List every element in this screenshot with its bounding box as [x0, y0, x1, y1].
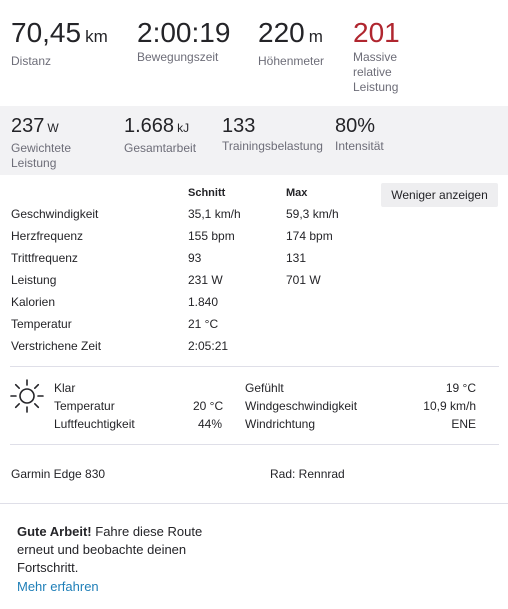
weather-wind-speed-value: 10,9 km/h — [423, 399, 476, 413]
promo-text: Fahre diese Route erneut und beobachte deinen Fortschritt. — [17, 524, 203, 575]
weather-wind-dir-label: Windrichtung — [245, 417, 316, 431]
row-max: 131 — [286, 251, 307, 265]
weather-panel — [0, 374, 508, 440]
table-row — [0, 251, 400, 273]
weather-temp-label: Temperatur — [54, 399, 115, 413]
power-stats-band — [0, 106, 508, 175]
stat-total-work — [124, 114, 196, 156]
row-avg: 231 W — [188, 273, 223, 287]
weather-feels-value: 19 °C — [445, 381, 476, 395]
weather-wind-dir-value: ENE — [451, 417, 476, 431]
divider — [10, 444, 499, 445]
weather-condition: Klar — [54, 381, 76, 395]
table-row — [0, 229, 400, 251]
weather-wind-speed-label: Windgeschwindigkeit — [245, 399, 358, 413]
stat-distance-value: 70,45 km — [11, 17, 108, 48]
row-avg: 35,1 km/h — [188, 207, 241, 221]
sun-icon — [10, 379, 44, 413]
stat-moving-time — [137, 18, 230, 65]
route-promo — [17, 523, 227, 596]
stat-intensity-value: 80% — [335, 115, 376, 137]
stat-relative-effort-label: Massive relative Leistung — [353, 50, 399, 94]
table-row — [0, 339, 400, 361]
stat-intensity-label: Intensität — [335, 139, 384, 153]
stat-training-load-value: 133 — [222, 115, 256, 137]
table-row — [0, 273, 400, 295]
weather-humidity-value: 44% — [198, 417, 223, 431]
stat-elevation-value: 220 m — [258, 17, 323, 48]
row-label: Trittfrequenz — [11, 251, 78, 265]
column-header-max: Max — [286, 187, 308, 199]
show-less-button[interactable]: Weniger anzeigen — [381, 183, 498, 207]
weather-humidity-label: Luftfeuchtigkeit — [54, 417, 135, 431]
stat-weighted-power-unit: W — [47, 121, 59, 135]
row-avg: 1.840 — [188, 295, 219, 309]
table-row — [0, 295, 400, 317]
stat-distance-label: Distanz — [11, 54, 52, 68]
divider — [10, 366, 499, 367]
row-max: 701 W — [286, 273, 321, 287]
row-avg: 21 °C — [188, 317, 219, 331]
row-max: 59,3 km/h — [286, 207, 339, 221]
row-max: 174 bpm — [286, 229, 333, 243]
summary-stats — [0, 0, 508, 106]
row-avg: 93 — [188, 251, 202, 265]
promo-strong: Gute Arbeit! — [17, 524, 92, 539]
row-label: Geschwindigkeit — [11, 207, 99, 221]
stat-total-work-label: Gesamtarbeit — [124, 141, 197, 155]
row-label: Kalorien — [11, 295, 56, 309]
stat-distance — [11, 18, 108, 69]
weather-feels-label: Gefühlt — [245, 381, 284, 395]
row-label: Herzfrequenz — [11, 229, 84, 243]
stat-relative-effort-value: 201 — [353, 17, 400, 48]
row-label: Verstrichene Zeit — [11, 339, 102, 353]
stat-total-work-value: 1.668 — [124, 115, 175, 137]
stat-moving-time-label: Bewegungszeit — [137, 50, 219, 64]
stat-moving-time-value: 2:00:19 — [137, 17, 231, 48]
row-label: Temperatur — [11, 317, 72, 331]
stat-training-load-label: Trainingsbelastung — [222, 139, 323, 153]
stat-weighted-power — [11, 114, 101, 171]
row-avg: 2:05:21 — [188, 339, 229, 353]
stat-total-work-unit: kJ — [177, 121, 190, 135]
stat-elevation-label: Höhenmeter — [258, 54, 325, 68]
stat-elevation — [258, 18, 324, 69]
stat-weighted-power-label: Gewichtete Leistung — [11, 141, 72, 170]
stat-relative-effort[interactable] — [353, 18, 413, 95]
device-name: Garmin Edge 830 — [11, 467, 106, 481]
stat-training-load — [222, 114, 323, 154]
table-row — [0, 207, 400, 229]
stat-weighted-power-value: 237 — [11, 115, 45, 137]
divider — [0, 503, 508, 504]
row-label: Leistung — [11, 273, 57, 287]
stat-intensity — [335, 114, 384, 154]
bike-name[interactable]: Rad: Rennrad — [270, 467, 345, 481]
row-avg: 155 bpm — [188, 229, 235, 243]
column-header-avg: Schnitt — [188, 187, 226, 199]
table-row — [0, 317, 400, 339]
learn-more-link[interactable]: Mehr erfahren — [17, 579, 99, 594]
weather-temp-value: 20 °C — [193, 399, 224, 413]
